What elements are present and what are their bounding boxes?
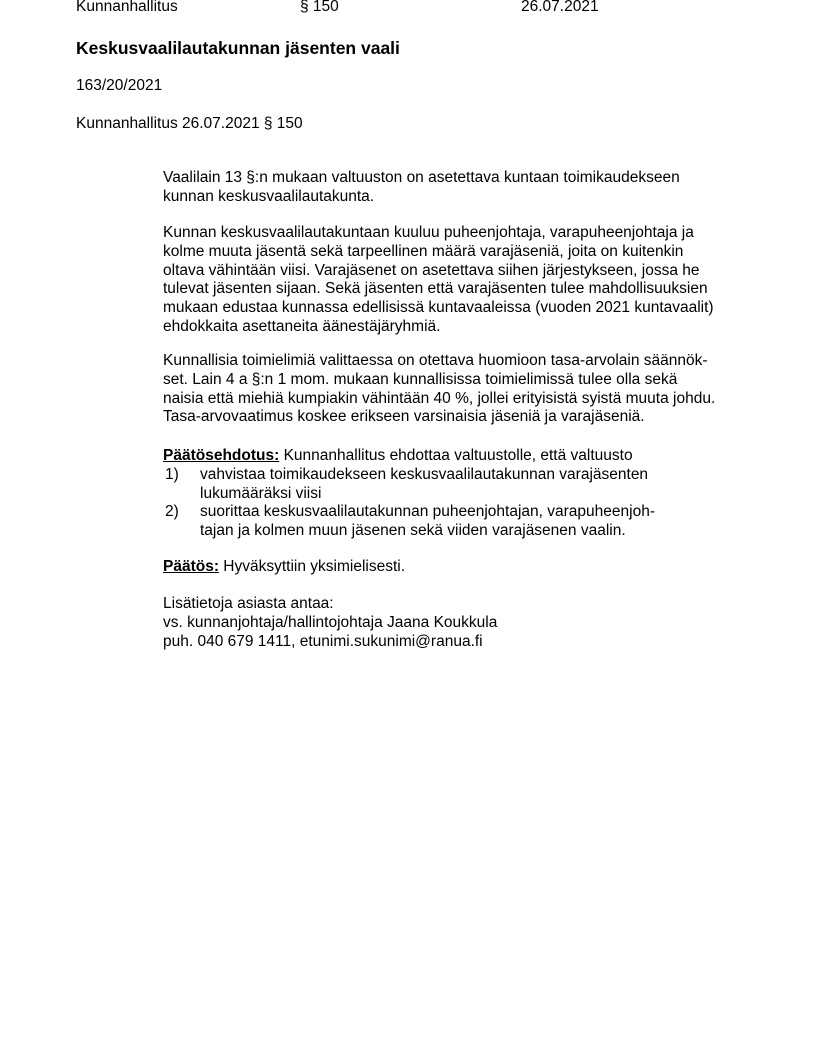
contact-heading: Lisätietoja asiasta antaa: — [163, 595, 334, 612]
text-line: naisia että miehiä kumpiakin vähintään 40 %, jollei erityisistä syistä muuta johdu. — [163, 389, 716, 407]
text-line: set. Lain 4 a §:n 1 mom. mukaan kunnallisissa toimielimissä tulee olla sekä — [163, 370, 678, 388]
page-title: Keskusvaalilautakunnan jäsenten vaali — [76, 38, 400, 58]
paragraph-3 — [163, 352, 763, 427]
text-line: ehdokkaita asettaneita äänestäjäryhmiä. — [163, 317, 441, 335]
proposal-intro — [163, 447, 763, 466]
header-date: 26.07.2021 — [521, 0, 599, 15]
decision-proposal — [163, 447, 763, 541]
proposal-text: Kunnanhallitus ehdottaa valtuustolle, että valtuusto — [279, 447, 633, 464]
decision-line — [163, 558, 763, 577]
text-line: vahvistaa toimikaudekseen keskusvaalilautakunnan varajäsenten — [200, 465, 649, 483]
decision-text: Hyväksyttiin yksimielisesti. — [219, 558, 406, 575]
text-line: kolme muuta jäsentä sekä tarpeellinen määrä varajäseniä, joita on kuitenkin — [163, 242, 684, 260]
text-line: mukaan edustaa kunnassa edellisissä kuntavaaleissa (vuoden 2021 kuntavaalit) — [163, 299, 714, 316]
text-line: tulevat jäsenten sijaan. Sekä jäsenten että varajäsenten tulee mahdollisuuksien — [163, 280, 708, 298]
proposal-label: Päätösehdotus: — [163, 447, 280, 464]
proposal-item — [163, 466, 763, 504]
contact-info — [163, 595, 763, 651]
item-number: 1) — [165, 465, 179, 483]
item-number: 2) — [165, 503, 179, 521]
text-line: suorittaa keskusvaalilautakunnan puheenjohtajan, varapuheenjoh- — [200, 503, 655, 521]
decision — [163, 558, 763, 577]
text-line: oltava vähintään viisi. Varajäsenet on asetettava siihen järjestykseen, jossa he — [163, 261, 700, 279]
paragraph-1 — [163, 169, 763, 207]
case-number: 163/20/2021 — [76, 77, 163, 94]
contact-details: puh. 040 679 1411, etunimi.sukunimi@ranua.fi — [163, 632, 483, 650]
header-organ: Kunnanhallitus — [76, 0, 178, 15]
proposal-item — [163, 503, 763, 541]
text-line: Kunnallisia toimielimiä valittaessa on otettava huomioon tasa-arvolain säännök- — [163, 352, 708, 369]
contact-person: vs. kunnanjohtaja/hallintojohtaja Jaana Koukkula — [163, 613, 498, 631]
header-paragraph: § 150 — [300, 0, 339, 15]
meeting-reference: Kunnanhallitus 26.07.2021 § 150 — [76, 115, 303, 132]
text-line: Tasa-arvovaatimus koskee erikseen varsinaisia jäseniä ja varajäseniä. — [163, 408, 645, 426]
text-line: kunnan keskusvaalilautakunta. — [163, 187, 375, 205]
text-line: lukumääräksi viisi — [200, 484, 322, 502]
text-line: Kunnan keskusvaalilautakuntaan kuuluu puheenjohtaja, varapuheenjohtaja ja — [163, 224, 694, 241]
text-line: Vaalilain 13 §:n mukaan valtuuston on asetettava kuntaan toimikaudekseen — [163, 169, 680, 186]
decision-label: Päätös: — [163, 558, 219, 575]
paragraph-2 — [163, 224, 763, 337]
text-line: tajan ja kolmen muun jäsenen sekä viiden varajäsenen vaalin. — [200, 522, 626, 539]
